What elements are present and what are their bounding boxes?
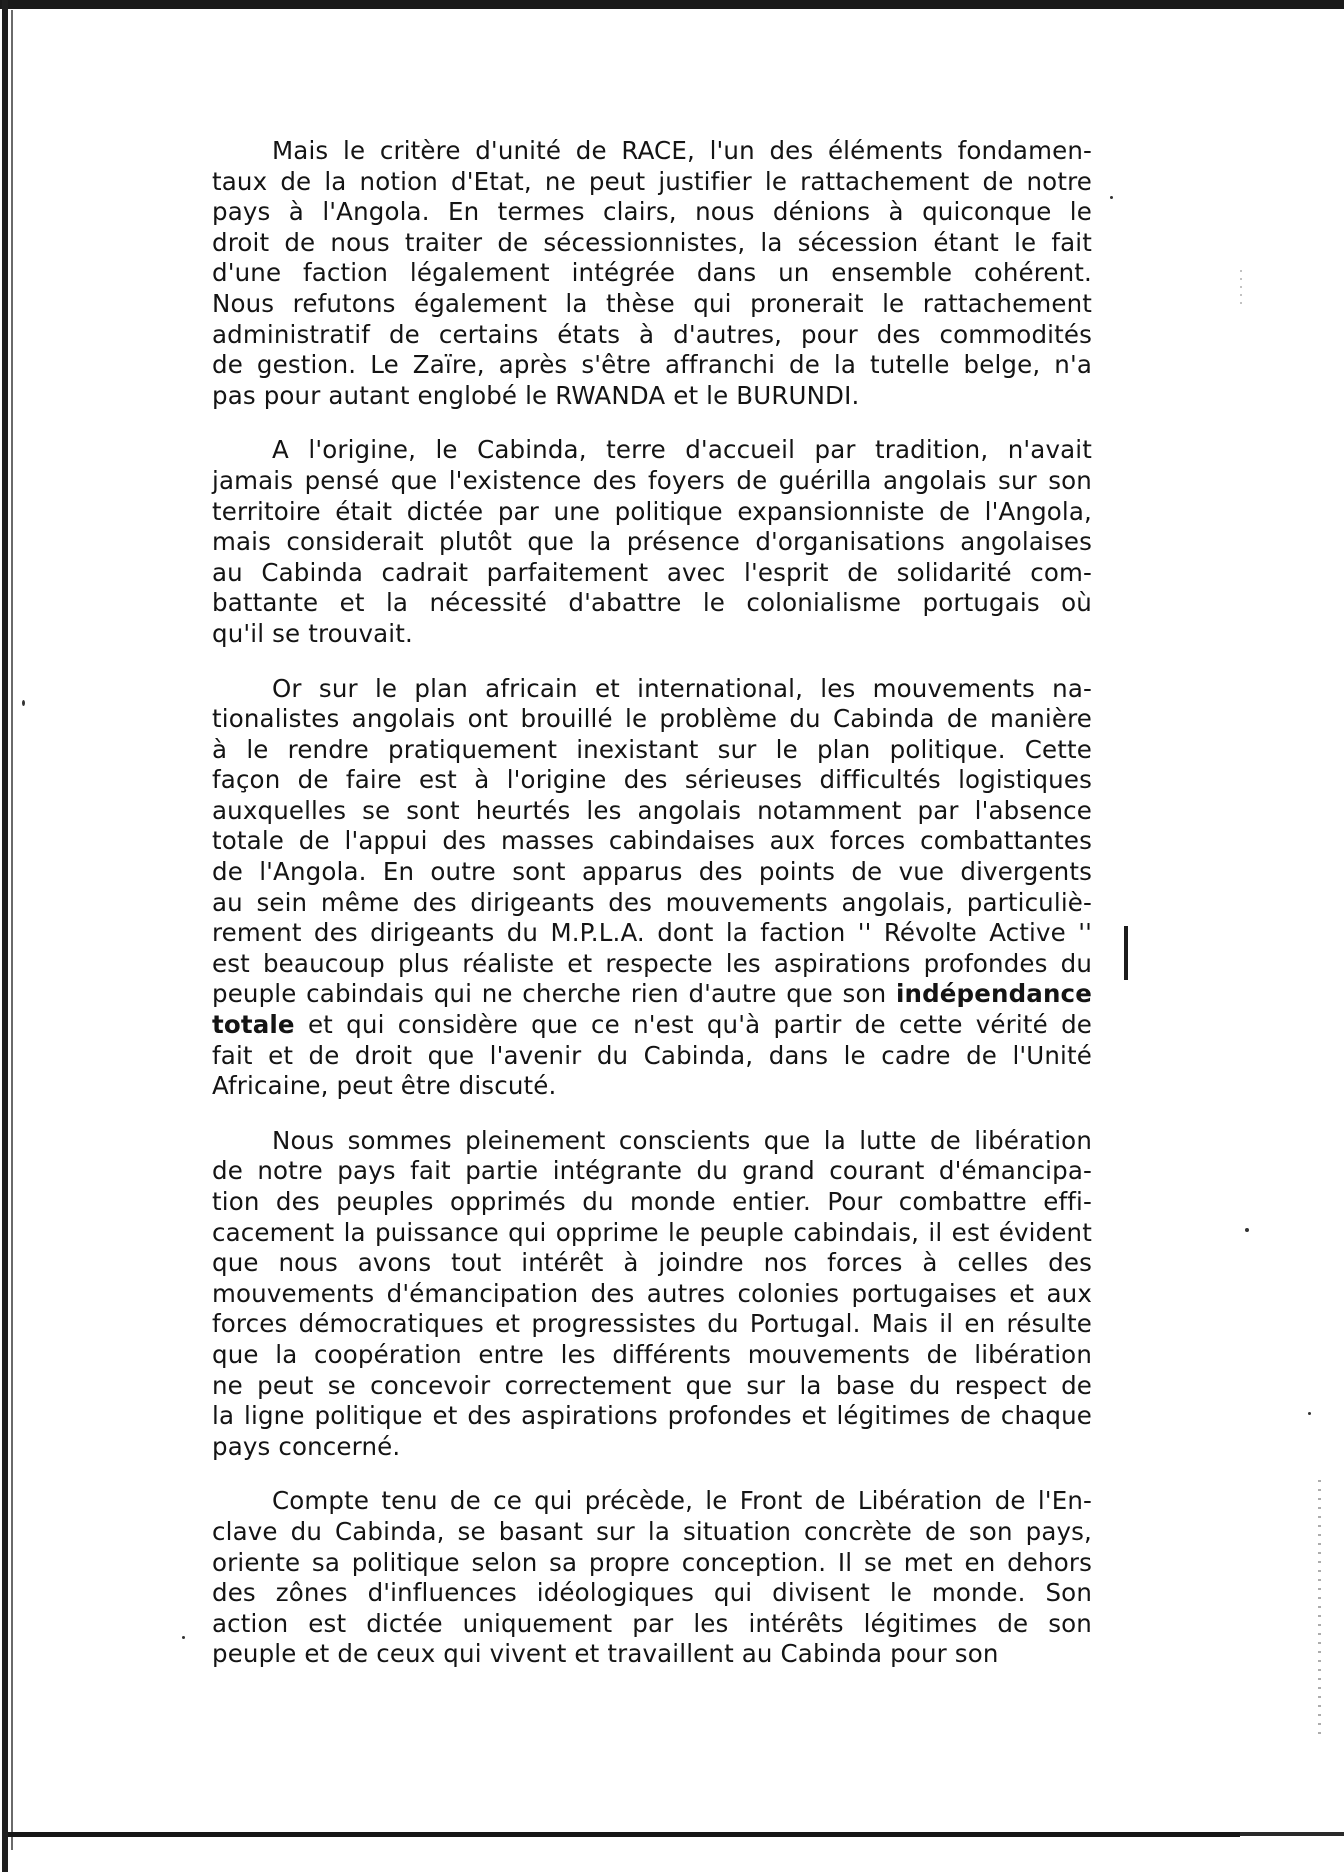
paragraph (212, 1486, 1092, 1670)
scan-speck (1110, 196, 1113, 199)
text-line: ne peut se concevoir correctement que sur la base du respect de (212, 1370, 1092, 1400)
text-line: pays à l'Angola. En termes clairs, nous dénions à quiconque le (212, 197, 1092, 227)
text-line: Mais le critère d'unité de RACE, l'un des éléments fondamen- (272, 136, 1092, 165)
text-line: tion des peuples opprimés du monde entier. Pour combattre effi- (212, 1187, 1092, 1216)
bold-text: indépendance (895, 979, 1092, 1009)
text-line: jamais pensé que l'existence des foyers de guérilla angolais sur son (212, 465, 1092, 495)
text-line: oriente sa politique selon sa propre conception. Il se met en dehors (212, 1547, 1092, 1577)
text-line: que nous avons tout intérêt à joindre nos forces à celles des (212, 1248, 1092, 1278)
text-line: Or sur le plan africain et international, les mouvements na- (272, 673, 1092, 703)
text-line: cacement la puissance qui opprime le peuple cabindais, il est évident (212, 1217, 1092, 1247)
text-line: Africaine, peut être discuté. (212, 1071, 557, 1101)
text-line: action est dictée uniquement par les intérêts légitimes de son (212, 1608, 1092, 1638)
bold-text: totale (212, 1010, 295, 1040)
text-line: Nous sommes pleinement conscients que la lutte de libération (272, 1125, 1092, 1155)
text-line: forces démocratiques et progressistes du Portugal. Mais il en résulte (212, 1309, 1092, 1339)
text-line: A l'origine, le Cabinda, terre d'accueil par tradition, n'avait (272, 435, 1092, 465)
text-line: Compte tenu de ce qui précède, le Front de Libération de l'En- (272, 1486, 1092, 1516)
text-line: mais considerait plutôt que la présence d'organisations angolaises (212, 527, 1092, 557)
text-line: mouvements d'émancipation des autres colonies portugaises et aux (212, 1278, 1092, 1308)
text-line: au sein même des dirigeants des mouvements angolais, particuliè- (212, 887, 1092, 917)
text-line: d'une faction légalement intégrée dans un ensemble cohérent. (212, 258, 1092, 288)
text-line: auxquelles se sont heurtés les angolais notamment par l'absence (212, 795, 1092, 825)
text-line: battante et la nécessité d'abattre le colonialisme portugais où (212, 588, 1092, 618)
text-line: qu'il se trouvait. (212, 618, 413, 648)
scan-edge-left (2, 0, 8, 1872)
text-line: façon de faire est à l'origine des sérieuses difficultés logistiques (212, 765, 1092, 795)
scan-edge-bottom (8, 1832, 1240, 1837)
paragraph (212, 136, 1092, 411)
scan-edge-top (0, 0, 1344, 9)
text-line: la ligne politique et des aspirations profondes et légitimes de chaque (212, 1401, 1092, 1431)
text-line: fait et de droit que l'avenir du Cabinda, dans le cadre de l'Unité (212, 1040, 1092, 1070)
text-line: de notre pays fait partie intégrante du grand courant d'émancipa- (212, 1156, 1092, 1186)
text-line: administratif de certains états à d'autres, pour des commodités (212, 319, 1092, 349)
scan-noise (1240, 270, 1242, 310)
text-line: au Cabinda cadrait parfaitement avec l'esprit de solidarité com- (212, 557, 1092, 587)
text-line: droit de nous traiter de sécessionnistes, la sécession étant le fait (212, 227, 1092, 257)
text-line: totale de l'appui des masses cabindaises aux forces combattantes (212, 826, 1092, 856)
text-line: de l'Angola. En outre sont apparus des points de vue divergents (212, 857, 1092, 887)
scan-noise (1318, 1480, 1321, 1740)
text-line: à le rendre pratiquement inexistant sur le plan politique. Cette (212, 734, 1092, 764)
text-line: totale et qui considère que ce n'est qu'à partir de cette vérité de (212, 1010, 1092, 1040)
document-body (212, 136, 1092, 1694)
paragraph (212, 674, 1092, 1102)
text-line: clave du Cabinda, se basant sur la situation concrète de son pays, (212, 1516, 1092, 1546)
scan-edge-left-inner (11, 10, 13, 1850)
text-line: Nous refutons également la thèse qui pronerait le rattachement (212, 288, 1092, 318)
text-line: de gestion. Le Zaïre, après s'être affranchi de la tutelle belge, n'a (212, 350, 1092, 380)
text-line: peuple et de ceux qui vivent et travaillent au Cabinda pour son (212, 1639, 999, 1669)
text-line: pas pour autant englobé le RWANDA et le BURUNDI. (212, 380, 860, 410)
text-line: taux de la notion d'Etat, ne peut justifier le rattachement de notre (212, 166, 1092, 196)
scan-speck (182, 1636, 185, 1639)
scan-edge-bottom-right (1240, 1826, 1344, 1842)
text-line: peuple cabindais qui ne cherche rien d'autre que son indépendance (212, 979, 1092, 1009)
paragraph (212, 1126, 1092, 1463)
text-line: tionalistes angolais ont brouillé le problème du Cabinda de manière (212, 704, 1092, 734)
scan-speck (22, 700, 25, 706)
text-line: des zônes d'influences idéologiques qui divisent le monde. Son (212, 1578, 1092, 1608)
scan-speck (1245, 1228, 1249, 1232)
text-line: pays concerné. (212, 1431, 401, 1461)
paragraph (212, 435, 1092, 649)
text-line: rement des dirigeants du M.P.L.A. dont la faction '' Révolte Active '' (212, 918, 1092, 948)
text-line: territoire était dictée par une politique expansionniste de l'Angola, (212, 496, 1092, 526)
text-line: que la coopération entre les différents mouvements de libération (212, 1339, 1092, 1369)
margin-mark (1124, 926, 1128, 980)
scan-speck (1308, 1412, 1311, 1415)
text-line: est beaucoup plus réaliste et respecte les aspirations profondes du (212, 948, 1092, 978)
